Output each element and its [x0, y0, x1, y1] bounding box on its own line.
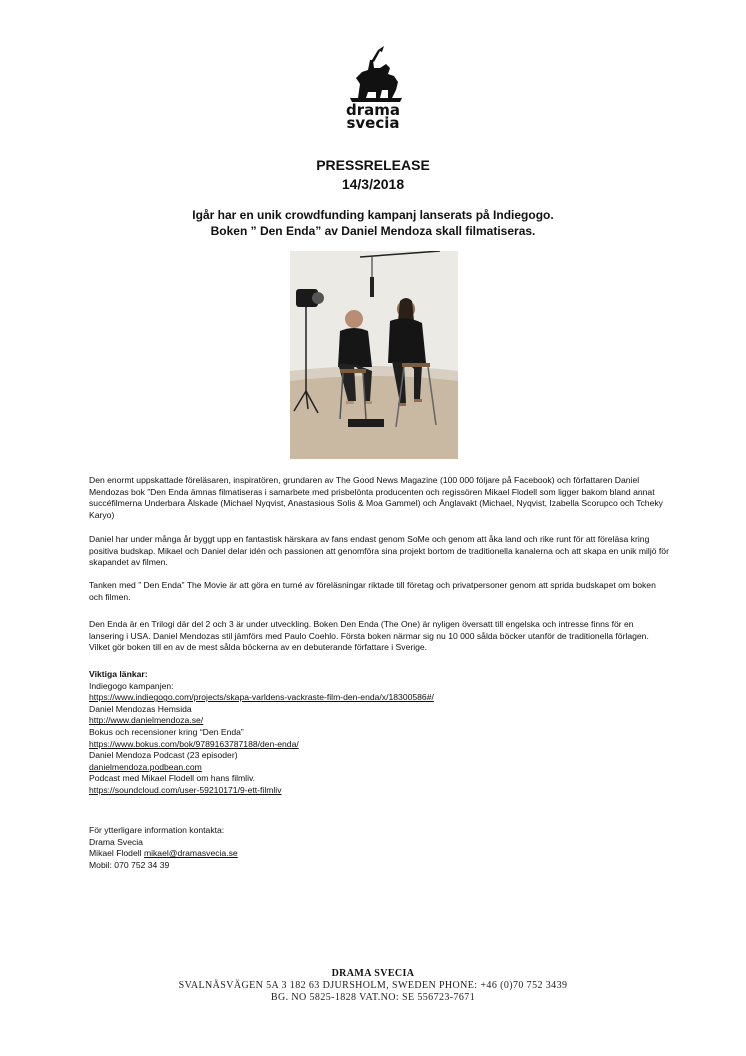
contact-company: Drama Svecia: [89, 836, 143, 847]
link-label: Podcast med Mikael Flodell om hans filmliv.: [89, 773, 256, 784]
svg-text:svecia: svecia: [346, 114, 400, 130]
paragraph-1: Den enormt uppskattade föreläsaren, inspiratören, grundaren av The Good News Magazine (100 000 följare på Facebook) och författaren Daniel Mendozas bok ”Den Enda ämnas filmatiseras i samarbete med prisbelönta producenten och regissören Mikael Flodell som ligger bakom bland annat succéfilmerna Underbara Älskade (Michael Nyqvist, Anastasious Solis & Moa Gammel) och Änglavakt (Michael, Nyqvist, Izabella Scorupco och Tcheky Karyo): [89, 475, 663, 520]
website-link[interactable]: http://www.danielmendoza.se/: [89, 715, 204, 726]
footer-registration: BG. NO 5825-1828 VAT.NO: SE 556723-7671: [270, 992, 476, 1003]
subtitle-line-1: Igår har en unik crowdfunding kampanj lanserats på Indiegogo.: [192, 208, 554, 222]
footer-address: SVALNÄSVÄGEN 5A 3 182 63 DJURSHOLM, SWEDEN PHONE: +46 (0)70 752 3439: [178, 980, 568, 991]
indiegogo-link[interactable]: https://www.indiegogo.com/projects/skapa-varldens-vackraste-film-den-enda/x/18300586#/: [89, 692, 434, 703]
footer-company: DRAMA SVECIA: [331, 968, 415, 979]
svg-text:drama: drama: [345, 101, 401, 119]
link-label: Daniel Mendoza Podcast (23 episoder): [89, 750, 238, 761]
drama-svecia-logo: [338, 46, 408, 130]
paragraph-4: Den Enda är en Trilogi där del 2 och 3 är under utveckling. Boken Den Enda (The One) är nyligen översatt till engelska och intresse finns för en lansering i USA. Daniel Mendozas stil jämförs med Paulo Coehlo. Första boken närmar sig nu 10 000 sålda böcker utanför de traditionella förlagen. Vilket gör boken till en av de mest sålda böckerna av en debuterande författare i Sverige.: [89, 619, 649, 653]
contact-intro: För ytterligare information kontakta:: [89, 825, 225, 835]
important-links: [89, 669, 669, 797]
contact-block: [89, 825, 238, 871]
links-heading: Viktiga länkar:: [89, 669, 148, 679]
bokus-link[interactable]: https://www.bokus.com/bok/9789163787188/den-enda/: [89, 738, 299, 749]
page-title: PRESSRELEASE: [316, 157, 430, 173]
paragraph-3: Tanken med ” Den Enda” The Movie är att göra en turné av föreläsningar riktade till företag och privatpersoner genom att sprida budskapet om boken och filmen.: [89, 580, 656, 602]
podcast-link[interactable]: danielmendoza.podbean.com: [89, 761, 202, 772]
press-photo: [290, 251, 458, 459]
soundcloud-link[interactable]: https://soundcloud.com/user-59210171/9-ett-filmliv: [89, 784, 282, 795]
subtitle-line-2: Boken ” Den Enda” av Daniel Mendoza skall filmatiseras.: [210, 224, 536, 238]
knight-icon: [338, 46, 408, 130]
contact-email-link[interactable]: mikael@dramasvecia.se: [143, 848, 238, 859]
link-label: Bokus och recensioner kring “Den Enda”: [89, 726, 244, 737]
contact-person-line: [89, 848, 238, 860]
contact-mobile: Mobil: 070 752 34 39: [89, 859, 170, 870]
contact-person: Mikael Flodell: [89, 848, 142, 859]
paragraph-2: Daniel har under många år byggt upp en fantastisk härskara av fans endast genom SoMe och genom att åka land och rike runt för att föreläsa kring positiva budskap. Mikael och Daniel delar idén och passionen att genomföra sina projekt bortom de traditionella kanalerna och att skapa en unik miljö för skapandet av filmen.: [89, 534, 669, 568]
release-date: 14/3/2018: [341, 176, 405, 192]
link-label: Indiegogo kampanjen:: [89, 680, 174, 691]
link-label: Daniel Mendozas Hemsida: [89, 703, 192, 714]
